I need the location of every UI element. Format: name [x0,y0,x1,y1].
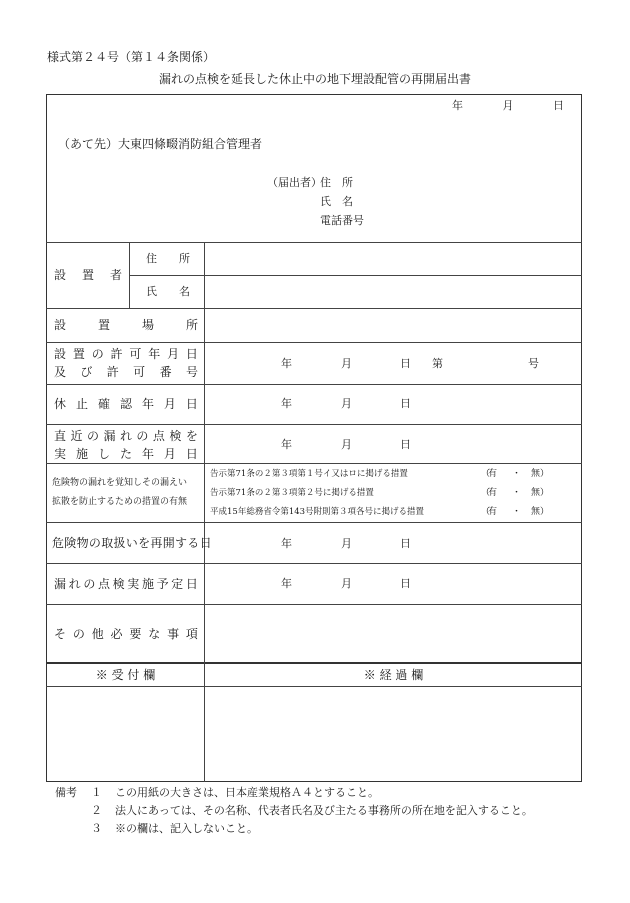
reception-header: ※ 受 付 欄 [95,668,156,682]
note-3-text: ※の欄は、記入しないこと。 [115,822,258,835]
installer-label: 設 置 者 [54,268,122,282]
suspend-month: 月 [341,397,352,410]
progress-field [205,687,581,781]
note-2-num: ２ [91,804,102,817]
notifier-label: （届出者） [267,176,322,189]
note-2-text: 法人にあっては、その名称、代表者氏名及び主たる事務所の所在地を記入すること。 [115,804,533,817]
notifier-phone-field[interactable] [380,210,576,228]
permit-year: 年 [281,357,292,370]
other-label: そ の 他 必 要 な 事 項 [54,627,198,641]
measure-3-dot: ・ [512,507,522,517]
measure-2-text: 告示第71条の２第３項第２号に掲げる措置 [210,488,374,498]
location-field[interactable] [205,309,581,342]
measure-3-yes[interactable]: 有 [488,507,498,517]
installer-address-field[interactable] [205,243,581,275]
note-1-num: １ [91,786,102,799]
measure-1-dot: ・ [512,469,522,479]
submission-date [452,99,564,112]
inspect-day: 日 [400,438,411,451]
planned-year: 年 [281,577,292,590]
notifier-address-field[interactable] [380,172,576,190]
measure-3-text: 平成15年総務省令第143号附則第３項各号に掲げる措置 [210,507,425,517]
notifier-address-label: 住 所 [320,176,353,189]
permit-label-line2: 及 び 許 可 番 号 [54,365,198,379]
notifier-name-field[interactable] [380,191,576,209]
resume-year: 年 [281,537,292,550]
permit-dai: 第 [432,357,443,370]
note-1-text: この用紙の大きさは、日本産業規格Ａ４とすること。 [115,786,379,799]
resume-day: 日 [400,537,411,550]
permit-field[interactable] [205,343,581,384]
month-label: 月 [502,99,514,112]
suspend-year: 年 [281,397,292,410]
measures-label-line1: 危険物の漏れを覚知しその漏えい [52,478,188,488]
measure-1-text: 告示第71条の２第３項第１号イ又はロに掲げる措置 [210,469,408,479]
measure-1-no[interactable]: 無 [531,469,541,479]
permit-label-line1: 設 置 の 許 可 年 月 日 [54,347,198,361]
measure-1-yes[interactable]: 有 [488,469,498,479]
suspend-date-field[interactable] [205,385,581,424]
planned-day: 日 [400,577,411,590]
addressee: （あて先）大東四條畷消防組合管理者 [58,137,263,151]
resume-date-field[interactable] [205,523,581,563]
installer-name-label: 氏 名 [146,285,190,298]
inspect-label-line2: 実 施 し た 年 月 日 [54,447,198,461]
permit-go: 号 [528,357,539,370]
other-field[interactable] [205,605,581,661]
measure-3-no[interactable]: 無 [531,507,541,517]
resume-month: 月 [341,537,352,550]
inspect-label-line1: 直 近 の 漏 れ の 点 検 を [54,429,198,443]
day-label: 日 [553,99,564,112]
location-label: 設 置 場 所 [54,318,198,332]
suspend-day: 日 [400,397,411,410]
measure-2-no[interactable]: 無 [531,488,541,498]
permit-day: 日 [400,357,411,370]
inspect-date-field[interactable] [205,425,581,463]
notifier-phone-label: 電話番号 [320,214,364,227]
progress-header: ※ 経 過 欄 [363,668,424,682]
reception-field [47,687,204,781]
notifier-name-label: 氏 名 [320,195,353,208]
measure-2-dot: ・ [512,488,522,498]
note-3-num: ３ [91,822,102,835]
form-title: 漏れの点検を延長した休止中の地下埋設配管の再開届出書 [158,72,471,86]
suspend-label: 休 止 確 認 年 月 日 [54,397,198,411]
inspect-year: 年 [281,438,292,451]
planned-month: 月 [341,577,352,590]
planned-date-field[interactable] [205,564,581,604]
measures-label-line2: 拡散を防止するための措置の有無 [52,497,188,507]
inspect-month: 月 [341,438,352,451]
installer-address-label: 住 所 [146,252,190,265]
resume-label: 危険物の取扱いを再開する日 [52,536,212,550]
measure-2-yes[interactable]: 有 [488,488,498,498]
form-number: 様式第２４号（第１４条関係） [47,50,216,64]
planned-label: 漏 れ の 点 検 実 施 予 定 日 [54,577,198,591]
permit-month: 月 [341,357,352,370]
year-label: 年 [452,99,463,112]
notes-label: 備考 [55,786,77,799]
installer-name-field[interactable] [205,276,581,308]
